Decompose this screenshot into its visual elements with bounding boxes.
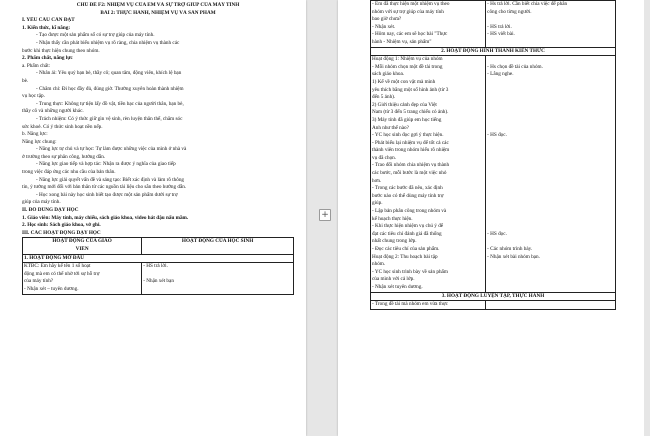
cell-line: KTBC: Em hãy kể tên 1 số hoạt bbox=[24, 263, 91, 270]
section-heading: 2. HOẠT ĐỘNG HÌNH THÀNH KIẾN THỨC bbox=[371, 47, 616, 56]
cell-line: - Khi thực hiện nhiệm vụ chú ý để bbox=[372, 223, 444, 230]
cell-line bbox=[487, 117, 614, 125]
activity-table-continued bbox=[370, 0, 616, 310]
text-line: 2. Phẩm chất, năng lực bbox=[22, 55, 73, 62]
text-line: - Trung thực: Không tự tiện lấy đồ vật, tiền bạc của người thân, bạn bè, bbox=[36, 100, 184, 107]
text-line: - Nhận thấy cần phát biểu nhiệm vụ rõ ràng, chia nhiệm vụ thành các bbox=[36, 39, 180, 46]
cell-line bbox=[487, 223, 614, 231]
table-section-row bbox=[371, 292, 616, 301]
section-heading: 3. HOẠT ĐỘNG LUYỆN TẬP, THỰC HÀNH bbox=[371, 292, 616, 301]
text-line: 2. Học sinh: Sách giáo khoa, vở ghi. bbox=[22, 222, 101, 229]
text-line: - Nhân ái: Yêu quý bạn bè, thầy cô; quan tâm, động viên, khích lệ bạn bbox=[36, 70, 182, 77]
cell-line: Anh như thế nào? bbox=[372, 124, 409, 131]
cell-line: - Hs chọn đề tài của nhóm. bbox=[487, 63, 543, 70]
lesson-title-line: BÀI 2: THỰC HÀNH, NHIỆM VỤ VÀ SẢN PHẨM bbox=[100, 9, 216, 16]
text-line: bước khi thực hiện chung theo nhóm. bbox=[22, 47, 100, 54]
cell-line bbox=[487, 147, 614, 155]
cell-line: Hoạt động 1: Nhiệm vụ của nhóm bbox=[372, 56, 443, 63]
cell-line: động mà em có thể nhờ tới sự hỗ trợ bbox=[24, 270, 100, 277]
text-line: 1. Giáo viên: Máy tính, máy chiếu, sách giáo khoa, video hát đậu nấu mầm. bbox=[22, 214, 189, 221]
cell-line: nhất chung trong lớp. bbox=[372, 238, 417, 245]
cell-line: 3) Máy tính đã giúp em học tiếng bbox=[372, 116, 442, 123]
cell-line bbox=[143, 271, 292, 279]
cell-line: công cho từng người. bbox=[487, 8, 532, 15]
cell-line bbox=[487, 216, 614, 224]
cell-line: - Trao đổi nhóm chia nhiệm vụ thành bbox=[372, 162, 450, 169]
text-line: - Năng lực giải quyết vấn đề và sáng tạo: Biết xác định và làm rõ thông bbox=[36, 176, 185, 183]
cell-line: - Các nhóm trình bày. bbox=[487, 246, 533, 252]
text-line: vụ học tập. bbox=[22, 93, 45, 100]
cell-line: - Nhận xét bài nhóm bạn. bbox=[487, 253, 540, 260]
cell-line bbox=[487, 79, 614, 87]
table-row bbox=[23, 263, 294, 294]
text-line: b. Năng lực: bbox=[22, 131, 48, 138]
cell-line bbox=[487, 208, 614, 216]
text-line: II. ĐỒ DÙNG DẠY HỌC bbox=[22, 207, 79, 214]
cell-line: yêu thích bằng một số hình ảnh (từ 3 bbox=[372, 86, 449, 93]
lesson-title-line: CHỦ ĐỀ F2: NHIỆM VỤ CỦA EM VÀ SỰ TRỢ GIÚP CỦA MÁY TÍNH bbox=[76, 2, 240, 8]
text-line: - Chăm chỉ: Đi học đầy đủ, đúng giờ. Thường xuyên hoàn thành nhiệm bbox=[36, 85, 184, 92]
table-header-row bbox=[23, 238, 294, 254]
teacher-cell bbox=[371, 1, 486, 48]
cell-line: thành viên trong nhóm hiểu rõ nhiệm bbox=[372, 147, 450, 154]
teacher-cell bbox=[23, 263, 142, 294]
page-1-content bbox=[22, 0, 294, 295]
teacher-cell bbox=[371, 56, 486, 292]
cell-line: đến 5 ảnh). bbox=[372, 94, 396, 101]
cell-line: hơn. bbox=[372, 177, 382, 184]
cell-line: - Trong các bước đã nêu, xác định bbox=[372, 185, 443, 192]
cell-line: - Trong đề tài mà nhóm em vừa thực bbox=[372, 301, 448, 308]
text-line: bè. bbox=[22, 77, 29, 84]
cell-line bbox=[487, 87, 614, 95]
text-line: giúp của máy tính. bbox=[22, 199, 61, 206]
table-section-row bbox=[371, 47, 616, 56]
header-line: VIÊN bbox=[75, 246, 89, 252]
cell-line: - Nhận xét tuyên dương. bbox=[372, 283, 423, 290]
cell-line bbox=[487, 261, 614, 269]
cell-line: Nam (từ 3 đến 5 trang chiếu có ảnh). bbox=[372, 109, 449, 116]
cell-line bbox=[487, 109, 614, 117]
cell-line: - Nhận xét. bbox=[372, 23, 396, 30]
cell-line: kế hoạch thực hiện. bbox=[372, 215, 413, 222]
cell-line bbox=[487, 269, 614, 277]
cell-line: bước nào có thể dùng máy tính trợ bbox=[372, 192, 444, 199]
table-header-cell bbox=[23, 238, 142, 254]
cell-line bbox=[487, 125, 614, 133]
cell-line: - YC học sinh trình bày về sản phẩm bbox=[372, 268, 448, 275]
text-line: a. Phẩm chất: bbox=[22, 62, 51, 69]
text-line: ở trường theo sự phân công, hướng dẫn. bbox=[22, 153, 106, 160]
cell-line bbox=[487, 301, 614, 309]
cell-line: - Nhận xét – tuyên dương. bbox=[24, 285, 79, 292]
cell-line: - Nhận xét bạn bbox=[143, 278, 174, 285]
text-line: - Trách nhiệm: Có ý thức giữ gìn vệ sinh, rèn luyện thân thể, chăm sóc bbox=[36, 115, 183, 122]
text-line: III. CÁC HOẠT ĐỘNG DẠY HỌC bbox=[22, 229, 101, 236]
text-line: I. YÊU CẦU CẦN ĐẠT bbox=[22, 17, 75, 24]
cell-line bbox=[487, 162, 614, 170]
cell-line: vụ đã chọn. bbox=[372, 154, 397, 161]
teacher-cell bbox=[371, 301, 486, 310]
text-line: thầy cô và những người khác. bbox=[22, 108, 84, 115]
table-section-row bbox=[23, 254, 294, 263]
table-row bbox=[371, 301, 616, 310]
cell-line: nhóm với sự trợ giúp của máy tính bbox=[372, 8, 444, 15]
cell-line bbox=[487, 39, 614, 47]
cell-line: các bước, mỗi bước là một việc nhỏ bbox=[372, 170, 447, 177]
cell-line: - HS đọc. bbox=[487, 132, 507, 139]
table-row bbox=[371, 56, 616, 292]
cell-line: nhóm. bbox=[372, 261, 386, 268]
text-line: Năng lực chung: bbox=[22, 138, 57, 145]
cell-line: sách giáo khoa. bbox=[372, 71, 405, 78]
text-line: trong việc đáp ứng các nhu cầu của bản thân. bbox=[22, 169, 116, 176]
cell-line: - Phát biểu lại nhiệm vụ để tốt cả các bbox=[372, 139, 449, 146]
cell-line bbox=[487, 185, 614, 193]
cell-line bbox=[487, 238, 614, 246]
cell-line: 2) Giới thiệu cảnh đẹp của Việt bbox=[372, 101, 437, 108]
cell-line bbox=[487, 178, 614, 186]
vertical-scrollbar[interactable] bbox=[644, 0, 650, 436]
table-row bbox=[371, 1, 616, 48]
cell-line: - Em đã thực hiện một nhiệm vụ theo bbox=[372, 1, 450, 7]
student-cell bbox=[142, 263, 294, 294]
cell-line: của máy tính? bbox=[24, 278, 54, 285]
header-line: HOẠT ĐỘNG CỦA GIÁO bbox=[52, 238, 112, 245]
cell-line bbox=[487, 284, 614, 292]
cell-line: - Hs trả lời. Cần biết chia việc để phân bbox=[487, 1, 568, 7]
cell-line: - HS trả lời. bbox=[143, 263, 168, 270]
cell-line: - Đọc các tiêu chí của sản phẩm. bbox=[372, 246, 440, 252]
text-line: tin, ý tưởng mới đối với bản thân từ các nguồn tài liệu cho sẵn theo hướng dẫn. bbox=[22, 184, 187, 191]
cell-line: - HS trả lời. bbox=[487, 23, 512, 30]
cell-line: Hoạt động 2: Thu hoạch bài tập bbox=[372, 253, 438, 260]
cell-line: hành - Nhiệm vụ, sản phẩm" bbox=[372, 38, 432, 45]
cell-line: - YC học sinh đọc gợi ý thực hiện. bbox=[372, 132, 444, 139]
cell-line: - HS đọc. bbox=[487, 230, 507, 237]
text-line: - Năng lực tự chủ và tự học: Tự làm được những việc của mình ở nhà và bbox=[36, 146, 187, 153]
cell-line bbox=[487, 200, 614, 208]
text-line: sức khoẻ. Có ý thức sinh hoạt nền nếp. bbox=[22, 123, 103, 130]
text-line: - Học xong bài này học sinh biết tạo được một sản phẩm dưới sự trợ bbox=[36, 191, 178, 198]
student-cell bbox=[486, 56, 616, 292]
cell-line: - Lắng nghe. bbox=[487, 71, 514, 78]
cell-line bbox=[487, 140, 614, 148]
cell-line bbox=[487, 94, 614, 102]
text-line: - Năng lực giao tiếp và hợp tác: Nhận ra được ý nghĩa của giao tiếp bbox=[36, 161, 176, 168]
cell-line bbox=[487, 102, 614, 110]
document-page-2 bbox=[338, 0, 644, 436]
cell-line bbox=[487, 56, 614, 64]
header-line: HOẠT ĐỘNG CỦA HỌC SINH bbox=[181, 238, 254, 245]
activity-table bbox=[22, 237, 294, 294]
page-2-content bbox=[370, 0, 616, 310]
cell-line bbox=[487, 16, 614, 24]
cell-line: 1) Kể về một con vật mà mình bbox=[372, 78, 436, 85]
cell-line bbox=[487, 276, 614, 284]
cell-line: - HS viết bài. bbox=[487, 31, 515, 38]
section-heading: 1. HOẠT ĐỘNG MỞ ĐẦU bbox=[23, 254, 294, 263]
cell-line bbox=[487, 170, 614, 178]
cell-line: - Hôm nay, các em sẽ học bài "Thực bbox=[372, 31, 448, 38]
text-line: - Tạo được một sản phẩm số có sự trợ giúp của máy tính. bbox=[36, 32, 155, 39]
student-cell bbox=[486, 301, 616, 310]
cell-line bbox=[487, 193, 614, 201]
table-header-cell bbox=[142, 238, 294, 254]
document-page-1 bbox=[0, 0, 306, 436]
cell-line bbox=[143, 286, 292, 294]
cell-line bbox=[487, 155, 614, 163]
cell-line: giúp. bbox=[372, 200, 383, 207]
cell-line: - Mỗi nhóm chọn một đề tài trong bbox=[372, 63, 443, 70]
cell-line: bao giờ chưa? bbox=[372, 16, 402, 23]
cell-line: đạt các tiêu chí đánh giá đã thống bbox=[372, 230, 442, 237]
student-cell bbox=[486, 1, 616, 48]
text-line: 1. Kiến thức, kĩ năng: bbox=[22, 24, 71, 31]
cell-line: - Lập bản phân công trong nhóm và bbox=[372, 208, 447, 215]
cell-line: của mình với cả lớp. bbox=[372, 276, 415, 283]
add-page-plus-icon[interactable]: + bbox=[319, 209, 331, 221]
